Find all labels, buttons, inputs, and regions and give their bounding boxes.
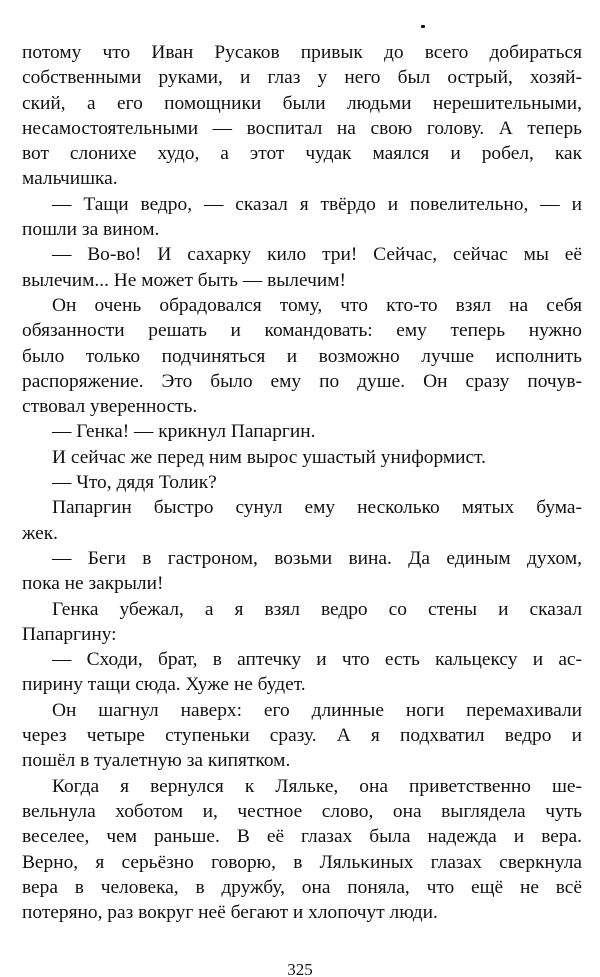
ink-mark (421, 25, 425, 28)
page-text (22, 40, 582, 925)
text-line: пирину тащи сюда. Хуже не будет. (22, 674, 306, 696)
text-line: потеряно, раз вокруг неё бегают и хлопочут люди. (22, 902, 438, 924)
page-number: 325 (287, 960, 313, 977)
text-line: вот слонихе худо, а этот чудак маялся и робел, как (22, 143, 582, 165)
text-line: обязанности решать и командовать: ему теперь нужно (22, 320, 582, 342)
text-line: И сейчас же перед ним вырос ушастый униформист. (52, 446, 487, 468)
text-line: вылечим... Не может быть — вылечим! (22, 269, 346, 291)
text-line: несамостоятельными — воспитал на свою голову. А теперь (22, 117, 582, 139)
text-line: пока не закрыли! (22, 573, 164, 595)
text-line: ский, а его помощники были людьми нерешительными, (22, 92, 582, 114)
text-line: Когда я вернулся к Ляльке, она приветственно ше- (52, 775, 582, 797)
text-line: было только подчиняться и возможно лучше исполнить (22, 345, 582, 367)
text-line: распоряжение. Это было ему по душе. Он сразу почув- (22, 370, 582, 392)
text-line: вельнула хоботом и, честное слово, она выглядела чуть (22, 800, 582, 822)
text-line: Папаргин быстро сунул ему несколько мятых бума- (52, 497, 582, 519)
text-line: вера в человека, в дружбу, она поняла, что ещё не всё (22, 876, 582, 898)
text-line: потому что Иван Русаков привык до всего добираться (22, 42, 582, 63)
text-line: Он шагнул наверх: его длинные ноги перемахивали (52, 699, 582, 721)
text-line: мальчишка. (22, 168, 118, 190)
text-line: Генка убежал, а я взял ведро со стены и сказал (52, 598, 582, 620)
text-line: Папаргину: (22, 623, 117, 645)
text-line: — Генка! — крикнул Папаргин. (52, 421, 316, 443)
text-line: собственными руками, и глаз у него был острый, хозяй- (22, 67, 582, 89)
text-line: жек. (22, 522, 59, 544)
text-line: ствовал уверенность. (22, 396, 198, 418)
text-line: пошли за вином. (22, 219, 160, 241)
text-line: — Беги в гастроном, возьми вина. Да единым духом, (52, 547, 582, 569)
text-line: — Сходи, брат, в аптечку и что есть кальцексу и ас- (52, 649, 582, 671)
text-line: Верно, я серьёзно говорю, в Ляльκиных глазах сверкнула (22, 851, 582, 873)
text-line: веселее, чем раньше. В её глазах была надежда и вера. (22, 826, 582, 848)
text-line: — Что, дядя Толик? (52, 472, 217, 494)
text-line: пошёл в туалетную за кипятком. (22, 750, 291, 772)
text-line: Он очень обрадовался тому, что кто-то взял на себя (52, 294, 582, 316)
text-line: через четыре ступеньки сразу. А я подхватил ведро и (22, 725, 582, 747)
text-line: — Тащи ведро, — сказал я твёрдо и повелительно, — и (52, 193, 582, 215)
text-line: — Во-во! И сахарку кило три! Сейчас, сейчас мы её (52, 244, 582, 266)
